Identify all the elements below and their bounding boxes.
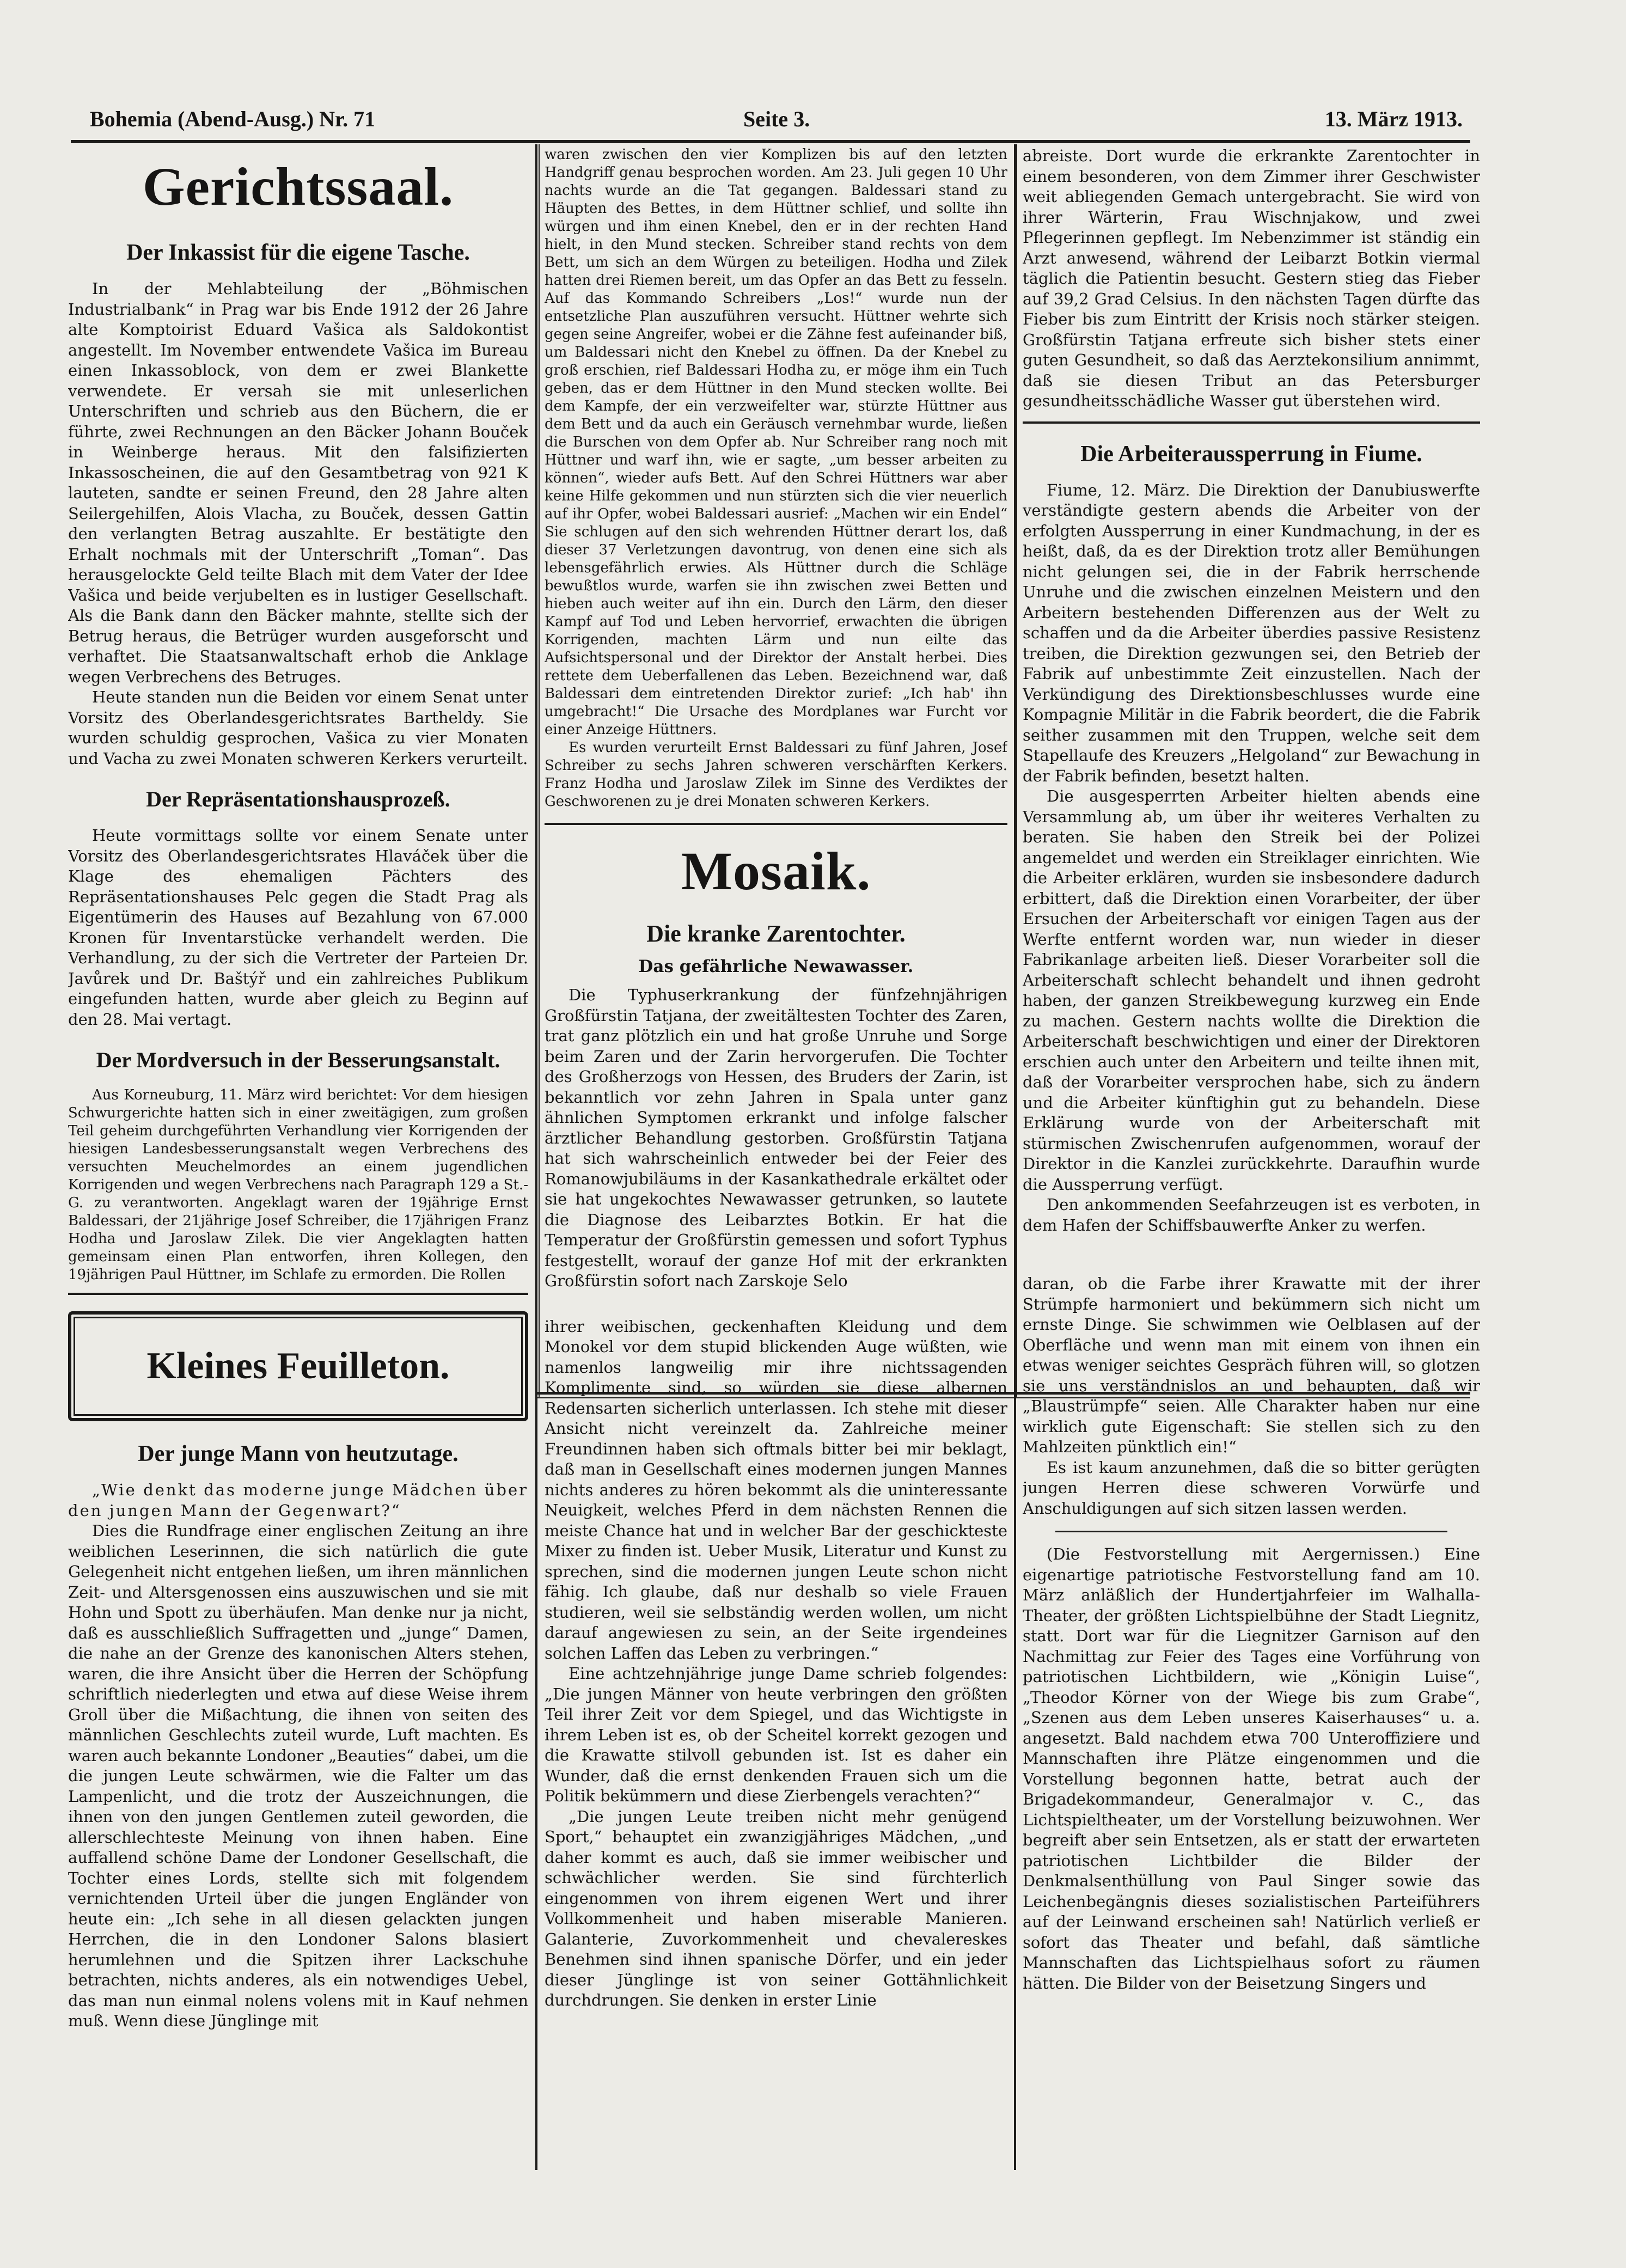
article-body: Heute vormittags sollte vor einem Senate unter Vorsitz des Oberlandesgerichtsrates Hlaváček über die Klage des ehemaligen Pächters des Repräsentationshauses Pelc gegen die Stadt Prag als Eigentümerin des Hauses auf Bezahlung von 67.000 Kronen für Inventarstücke verhandelt werden. Die Verhandlung, zu der sich die Vertreter der Parteien Dr. Javůrek und Dr. Baštýř und ein zahlreiches Publikum eingefunden hatten, wurde aber gleich zu Beginn auf den 28. Mai vertagt.: [68, 826, 528, 1029]
feuilleton-quote: „Wie denkt das moderne junge Mädchen über den jungen Mann der Gegenwart?“: [68, 1481, 528, 1520]
article-body: Heute standen nun die Beiden vor einem Senat unter Vorsitz des Oberlandesgerichtsrates Bartheldy. Sie wurden schuldig gesprochen, Vašica zu vier Monaten und Vacha zu zwei Monaten schweren Kerkers verurteilt.: [68, 688, 528, 768]
feuilleton-banner: [68, 1311, 528, 1421]
article-title: Die kranke Zarentochter.: [646, 920, 906, 947]
article-title: Die Arbeiteraussperrung in Fiume.: [1080, 441, 1422, 467]
article-verdict: Es wurden verurteilt Ernst Baldessari zu fünf Jahren, Josef Schreiber zu sechs Jahren schweren verschärften Kerkers. Franz Hodha und Jaroslaw Zilek im Sinne des Verdiktes der Geschworenen zu je drei Monaten schweren Kerkers.: [545, 739, 1007, 810]
article-title: Der Mordversuch in der Besserungsanstalt.: [96, 1048, 500, 1072]
section-rule: [1023, 421, 1480, 424]
feuilleton-body: Dies die Rundfrage einer englischen Zeitung an ihre weiblichen Leserinnen, die sich natürlich die gute Gelegenheit nicht entgehen ließen, um ihren männlichen Zeit- und Altersgenossen eins auszuwischen und sie mit Hohn und Spott zu überhäufen. Man denke nur ja nicht, daß es ausschließlich Suffragetten und „junge“ Damen, die nahe an der Grenze des kanonischen Alters stehen, waren, die ihre Ansicht über die Herren der Schöpfung schriftlich niederlegten und etwa auf diese Weise ihrem Groll über die Mißachtung, die ihnen von seiten des männlichen Geschlechts zuteil wurde, Luft machten. Es waren auch bekannte Londoner „Beauties“ dabei, um die die jungen Leute schwärmen, wie die Falter um das Lampenlicht, und die trotz der Auszeichnungen, die ihnen von den jungen Gentlemen zuteil geworden, die allerschlechteste Meinung von ihnen haben. Eine auffallend schöne Dame der Londoner Gesellschaft, die Tochter eines Lords, stellte sich mit folgendem vernichtenden Urteil über die jungen Engländer von heute ein: „Ich sehe in all diesen gelackten jungen Herrchen, die in den Londoner Salons blasiert herumlehnen und die Spitzen ihrer Lackschuhe betrachten, nichts anderes, als ein notwendiges Uebel, das man nun einmal nolens volens mit in Kauf nehmen muß. Wenn diese Jünglinge mit: [68, 1521, 528, 2030]
column-3: [1023, 146, 1480, 2166]
feuilleton-title: Kleines Feuilleton.: [146, 1345, 450, 1387]
article-body: Fiume, 12. März. Die Direktion der Danubiuswerfte verständigte gestern abends die Arbeiter von der erfolgten Aussperrung in einer Kundmachung, in der es heißt, daß, da es der Direktion trotz aller Bemühungen nicht gelungen sei, die in der Fabrik herrschende Unruhe und die zwischen einzelnen Meistern und den Arbeitern bestehenden Differenzen aus der Welt zu schaffen und da die Arbeiter überdies passive Resistenz treiben, die Direktion gezwungen sei, den Betrieb der Fabrik auf unbestimmte Zeit einzustellen. Nach der Verkündigung des Direktionsbeschlusses wurde eine Kompagnie Militär in die Fabrik beordert, die die Fabrik seither zusammen mit den Truppen, welche seit dem Stapellaufe des Kreuzers „Helgoland“ zur Bewachung in der Fabrik befinden, besetzt halten.: [1023, 480, 1480, 785]
article-body: Den ankommenden Seefahrzeugen ist es verboten, in dem Hafen der Schiffsbauwerfte Anker zu werfen.: [1023, 1195, 1480, 1234]
feuilleton-continuation: daran, ob die Farbe ihrer Krawatte mit der ihrer Strümpfe harmoniert und bekümmern sich nicht um ernste Dinge. Sie schwimmen wie Oelblasen auf der Oberfläche und wenn man mit einem von ihnen ein etwas weniger seichtes Gespräch führen will, so glotzen sie uns verständnislos an und behaupten, daß wir „Blaustrümpfe“ seien. Alle Charakter haben nur eine wirklich gute Eigenschaft: Sie stellen sich zu den Mahlzeiten pünktlich ein!“: [1023, 1274, 1480, 1456]
section-rule: [1055, 1531, 1447, 1532]
page-number: Seite 3.: [743, 107, 810, 131]
column-divider-1: [535, 144, 537, 2170]
article-title: Der Repräsentationshausprozeß.: [146, 787, 450, 811]
article-title: Der Inkassist für die eigene Tasche.: [126, 240, 470, 265]
section-title-gerichtssaal: Gerichtssaal.: [142, 156, 454, 217]
feuilleton-body: „Die jungen Leute treiben nicht mehr genügend Sport,“ behauptet ein zwanzigjähriges Mädchen, „und daher kommt es auch, daß sie immer weibischer und schwächlicher werden. Sie sind fürchterlich eingenommen von ihrem eigenen Wert und ihrer Vollkommenheit und haben miserable Manieren. Galanterie, Zuvorkommenheit und chevalereskes Benehmen sind ihnen spanische Dörfer, und ein jeder dieser Jünglinge ist von seiner Gottähnlichkeit durchdrungen. Sie denken in erster Linie: [545, 1807, 1007, 2009]
column-2: [545, 146, 1007, 2166]
header-rule: [71, 140, 1470, 143]
article-continuation: abreiste. Dort wurde die erkrankte Zarentochter in einem besonderen, von dem Zimmer ihrer Geschwister weit abliegenden Gemach untergebracht. Sie wird von ihrer Wärterin, Frau Wischnjakow, und zwei Pflegerinnen gepflegt. Im Nebenzimmer ist ständig ein Arzt anwesend, während der Leibarzt Botkin viermal täglich die Patientin besucht. Gestern stieg das Fieber auf 39,2 Grad Celsius. In den nächsten Tagen dürfte das Fieber bis zum Eintritt der Krisis noch stärker steigen. Großfürstin Tatjana erfreute sich bisher stets einer guten Gesundheit, so daß das Aerztekonsilium annimmt, daß sie diesen Tribut an das Petersburger gesundheitsschädliche Wasser gut überstehen wird.: [1023, 146, 1480, 410]
section-rule: [545, 823, 1007, 825]
feuilleton-body: Es ist kaum anzunehmen, daß die so bitter gerügten jungen Herren diese schweren Vorwürfe und Anschuldigungen auf sich sitzen lassen werden.: [1023, 1458, 1480, 1518]
column-divider-1b: [539, 144, 540, 1397]
article-continuation: waren zwischen den vier Komplizen bis auf den letzten Handgriff genau besprochen worden. Am 23. Juli gegen 10 Uhr nachts wurde an die Tat gegangen. Baldessari stand zu Häupten des Bettes, in dem Hüttner schlief, und sollte ihn würgen und ihm einen Knebel, den er in der rechten Hand hielt, in den Mund stecken. Schreiber stand rechts von dem Bett, um sich an dem Würgen zu beteiligen. Hodha und Zilek hatten drei Riemen bereit, um das Opfer an das Bett zu fesseln. Auf das Kommando Schreibers „Los!“ wurde nun der entsetzliche Plan auszuführen versucht. Hüttner wehrte sich gegen seine Angreifer, wobei er die Zähne fest aufeinander biß, um Baldessari nicht den Knebel zu öffnen. Da der Knebel zu groß erschien, rief Baldessari Hodha zu, er möge ihm ein Tuch geben, das er dem Hüttner in den Mund stecken wollte. Bei dem Kampfe, der ein verzweifelter war, stürzte Hüttner aus dem Bett und da auch ein Geräusch vernehmbar wurde, ließen die Burschen von dem Opfer ab. Nur Schreiber rang noch mit Hüttner und warf ihn, wie er sagte, „um besser arbeiten zu können“, wieder aufs Bett. Auf den Schrei Hüttners war aber keine Hilfe gekommen und nun stürzten sich die vier neuerlich auf ihr Opfer, wobei Baldessari ausrief: „Machen wir ein Endel“ Sie schlugen auf den sich wehrenden Hüttner derart los, daß dieser 37 Verletzungen davontrug, von denen eine sich als lebensgefährlich erwies. Als Hüttner durch die Schläge bewußtlos wurde, warfen sie ihn zwischen zwei Betten und hieben auch weiter auf ihn ein. Durch den Lärm, den dieser Kampf auf Tod und Leben hervorrief, erwachten die übrigen Korrigenden, machten Lärm und nun eilte das Aufsichtspersonal und der Direktor der Anstalt herbei. Dies rettete dem Ueberfallenen das Leben. Bezeichnend war, daß Baldessari dem eintretenden Direktor zurief: „Ich hab' ihn umgebracht!“ Die Ursache des Mordplanes war Furcht vor einer Anzeige Hüttners.: [545, 146, 1007, 738]
issue-date: 13. März 1913.: [1324, 107, 1463, 131]
article-body: Aus Korneuburg, 11. März wird berichtet: Vor dem hiesigen Schwurgerichte hatten sich in einer zweitägigen, zum großen Teil geheim durchgeführten Verhandlung vier Korrigenden der hiesigen Landesbesserungsanstalt wegen Verbrechens des versuchten Meuchelmordes an einem jugendlichen Korrigenden und wegen Verbrechens nach Paragraph 129 a St.-G. zu verantworten. Angeklagt waren der 19jährige Ernst Baldessari, der 21jährige Josef Schreiber, die 17jährigen Franz Hodha und Jaroslaw Zilek. Die vier Angeklagten hatten gemeinsam einen Plan entworfen, ihren Kollegen, den 19jährigen Paul Hüttner, im Schlafe zu ermorden. Die Rollen: [68, 1087, 528, 1283]
section-title-mosaik: Mosaik.: [681, 841, 871, 901]
page-header: [90, 101, 1463, 139]
masthead-issue: Bohemia (Abend-Ausg.) Nr. 71: [90, 107, 376, 131]
article-body: Die Typhuserkrankung der fünfzehnjährigen Großfürstin Tatjana, der zweitältesten Tochter des Zaren, trat ganz plötzlich ein und hat große Unruhe und Sorge beim Zaren und der Zarin hervorgerufen. Die Tochter des Großherzogs von Hessen, des Bruders der Zarin, ist bekanntlich vor zehn Jahren in Spala unter ganz ähnlichen Symptomen erkrankt und infolge falscher ärztlicher Behandlung gestorben. Großfürstin Tatjana hat sich wahrscheinlich entweder bei der Feier des Romanowjubiläums in der Kasankathedrale erkältet oder sie hat ungekochtes Newawasser getrunken, so lautete die Diagnose des Leibarztes Botkin. Er hat die Temperatur der Großfürstin gemessen und sofort Typhus festgestellt, worauf der ganze Hof mit der erkrankten Großfürstin sofort nach Zarskoje Selo: [545, 986, 1007, 1290]
news-item-body: (Die Festvorstellung mit Aergernissen.) Eine eigenartige patriotische Festvorstellung fand am 10. März anläßlich der Hundertjahrfeier im Walhalla-Theater, der größten Lichtspielbühne der Stadt Liegnitz, statt. Dort war für die Liegnitzer Garnison auf den Nachmittag zur Feier des Tages eine Vorführung von patriotischen Lichtbildern, wie „Königin Luise“, „Theodor Körner von der Wiege bis zum Grabe“, „Szenen aus dem Leben unseres Kaiserhauses“ u. a. angesetzt. Bald nachdem etwa 700 Unteroffiziere und Mannschaften ihre Plätze eingenommen und die Vorstellung begonnen hatte, betrat auch der Brigadekommandeur, Generalmajor v. C., das Lichtspieltheater, um der Vorstellung beizuwohnen. Wer begreift aber sein Entsetzen, als er statt der erwarteten patriotischen Lichtbilder die Bilder der Denkmalsenthüllung von Paul Singer sowie das Leichenbegängnis dieses sozialistischen Parteiführers auf der Leinwand erscheinen sah! Natürlich verließ er sofort das Theater und befahl, daß sämtliche Mannschaften das Lichtspielhaus sofort zu räumen hätten. Die Bilder von der Beisetzung Singers und: [1023, 1545, 1480, 1992]
article-body: Die ausgesperrten Arbeiter hielten abends eine Versammlung ab, um über ihr weiteres Verhalten zu beraten. Sie haben den Streik bei der Polizei angemeldet und werden ein Streiklager einrichten. Wie die Arbeiter erklären, wurden sie insbesondere dadurch erbittert, daß die Direktion einen Vorarbeiter, der über Ersuchen der Arbeiterschaft vor einigen Tagen aus der Werfte entfernt worden war, nun wieder in dieser Fabrikanlage arbeiten ließ. Dieser Vorarbeiter soll die Arbeiterschaft schlecht behandelt und ihnen gedroht haben, der ganzen Streikbewegung kurzweg ein Ende zu machen. Gestern nachts wollte die Direktion die Arbeiterschaft beschwichtigen und einer der Direktoren erschien auch unter den Arbeitern und teilte ihnen mit, daß der Vorarbeiter versprochen habe, sich zu ändern und die Arbeiter künftighin gut zu behandeln. Diese Erklärung wurde von der Arbeiterschaft mit stürmischen Zwischenrufen aufgenommen, worauf der Direktor in die Kanzlei zurückkehrte. Daraufhin wurde die Aussperrung verfügt.: [1023, 787, 1480, 1194]
feuilleton-article-title: Der junge Mann von heutzutage.: [138, 1441, 459, 1466]
feuilleton-continuation: ihrer weibischen, geckenhaften Kleidung und dem Monokel vor dem stupid blickenden Auge wüßten, wie namenlos langweilig mir ihre nichtssagenden Komplimente sind, so würden sie diese albernen Redensarten sicherlich unterlassen. Ich stehe mit dieser Ansicht nicht vereinzelt da. Zahlreiche meiner Freundinnen haben sich oftmals bitter bei mir beklagt, daß man in Gesellschaft eines modernen jungen Mannes nichts anderes zu hören bekommt als die uninteressante Neuigkeit, welches Pferd in dem nächsten Rennen die meiste Chance hat und in welcher Bar der geschickteste Mixer zu finden ist. Ueber Musik, Literatur und Kunst zu sprechen, sind die modernen jungen Leute schon nicht fähig. Ich glaube, daß nur deshalb so viele Frauen studieren, weil sie selbständig werden wollen, um nicht darauf angewiesen zu sein, an der Seite irgendeines solchen Laffen das Leben zu verbringen.“: [545, 1317, 1007, 1662]
column-1: [68, 146, 528, 2166]
column-divider-2b: [1016, 144, 1017, 1397]
article-subtitle: Das gefährliche Newawasser.: [638, 957, 914, 976]
feuilleton-body: Eine achtzehnjährige junge Dame schrieb folgendes: „Die jungen Männer von heute verbringen den größten Teil ihrer Zeit vor dem Spiegel, und das Wichtigste in ihrem Leben ist es, ob der Scheitel korrekt gezogen und die Krawatte stilvoll gebunden ist. Ist es daher ein Wunder, daß die ernst denkenden Frauen sich um die Politik bekümmern und diese Zierbengels verachten?“: [545, 1664, 1007, 1805]
article-body: In der Mehlabteilung der „Böhmischen Industrialbank“ in Prag war bis Ende 1912 der 26 Jahre alte Komptoirist Eduard Vašica als Saldokontist angestellt. Im November entwendete Vašica im Bureau einen Inkassoblock, von dem er zwei Blankette verwendete. Er versah sie mit unleserlichen Unterschriften und schrieb aus den Büchern, die er führte, zwei Rechnungen an den Bäcker Johann Bouček in Weinberge heraus. Mit den falsifizierten Inkassoscheinen, die auf den Gesamtbetrag von 921 K lauteten, sandte er seinen Freund, den 28 Jahre alten Seilergehilfen, Alois Vlacha, zu Bouček, dessen Gattin den verlangten Betrag auszahlte. Er bestätigte den Erhalt nochmals mit der Unterschrift „Toman“. Das herausgelockte Geld teilte Blach mit dem Vater der Idee Vašica und beide verjubelten es in lustiger Gesellschaft. Als die Bank dann den Bäcker mahnte, stellte sich der Betrug heraus, die Betrüger wurden ausgeforscht und verhaftet. Die Staatsanwaltschaft erhob die Anklage wegen Verbrechens des Betruges.: [68, 279, 528, 686]
section-rule: [68, 1293, 528, 1295]
